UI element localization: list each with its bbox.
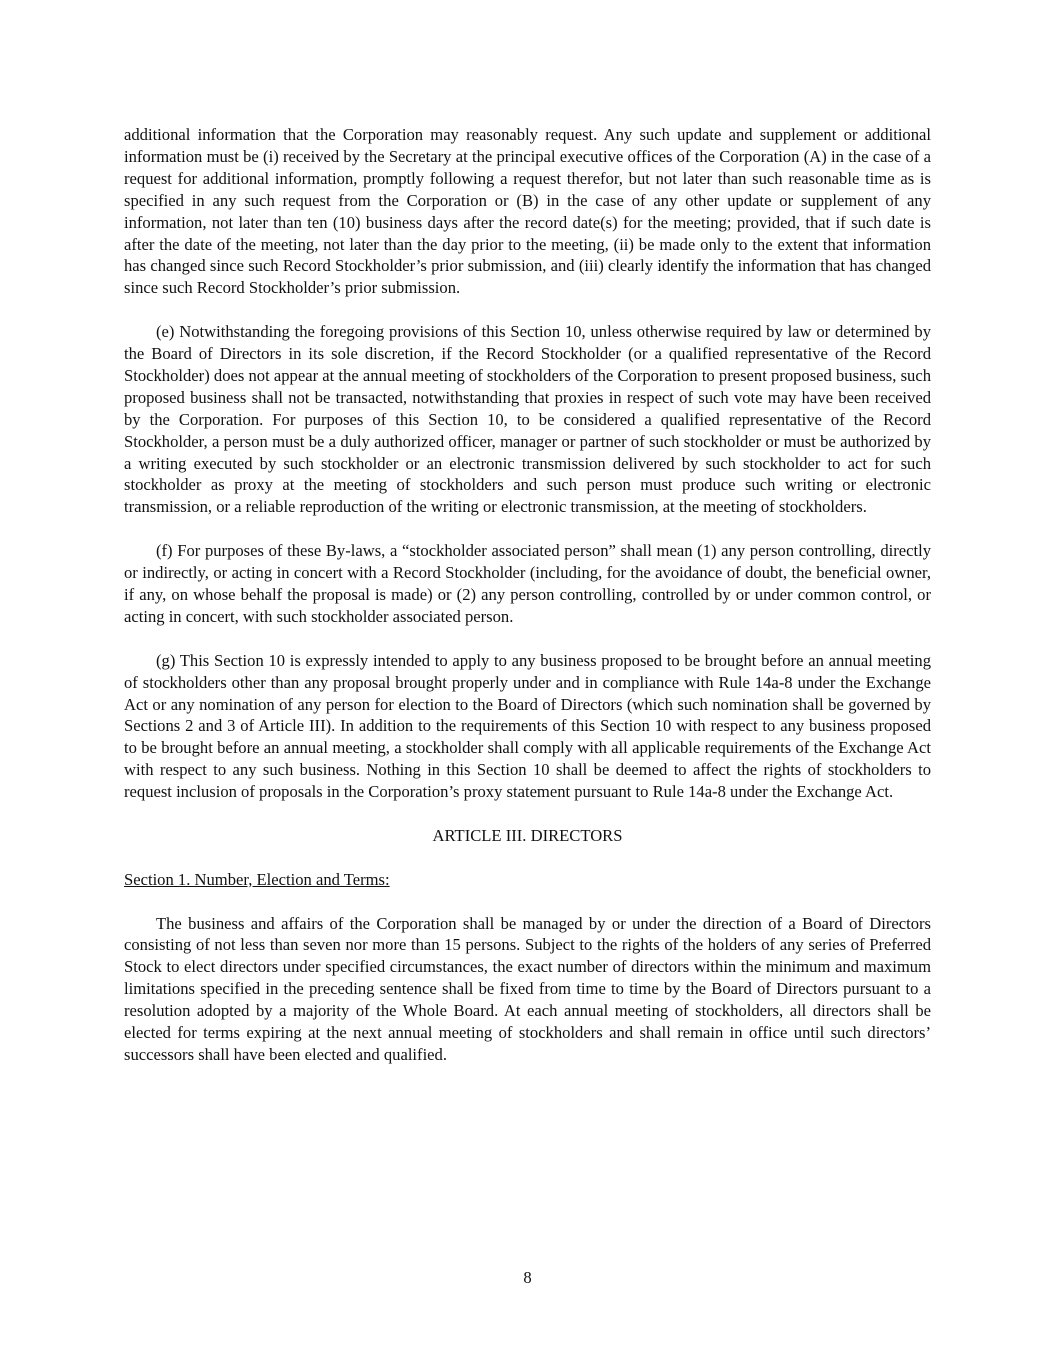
document-page	[124, 124, 931, 1066]
paragraph-section-1: The business and affairs of the Corporation shall be managed by or under the direction of a Board of Directors consisting of not less than seven nor more than 15 persons. Subject to the rights of the holders of any series of Preferred Stock to elect directors under specified circumstances, the exact number of directors within the minimum and maximum limitations specified in the preceding sentence shall be fixed from time to time by the Board of Directors pursuant to a resolution adopted by a majority of the Whole Board. At each annual meeting of stockholders, all directors shall be elected for terms expiring at the next annual meeting of stockholders and shall remain in office until such directors’ successors shall have been elected and qualified.	[124, 913, 931, 1064]
section-title: Section 1. Number, Election and Terms:	[124, 869, 390, 889]
article-heading: ARTICLE III. DIRECTORS	[432, 825, 623, 845]
paragraph-g: (g) This Section 10 is expressly intended to apply to any business proposed to be brought before an annual meeting of stockholders other than any proposal brought properly under and in compliance with Rule 14a-8 under the Exchange Act or any nomination of any person for election to the Board of Directors (which such nomination shall be governed by Sections 2 and 3 of Article III). In addition to the requirements of this Section 10 with respect to any business proposed to be brought before an annual meeting, a stockholder shall comply with all applicable requirements of the Exchange Act with respect to any such business. Nothing in this Section 10 shall be deemed to affect the rights of stockholders to request inclusion of proposals in the Corporation’s proxy statement pursuant to Rule 14a-8 under the Exchange Act.	[124, 650, 931, 802]
paragraph-e: (e) Notwithstanding the foregoing provisions of this Section 10, unless otherwise required by law or determined by the Board of Directors in its sole discretion, if the Record Stockholder (or a qualified representative of the Record Stockholder) does not appear at the annual meeting of stockholders of the Corporation to present proposed business, such proposed business shall not be transacted, notwithstanding that proxies in respect of such vote may have been received by the Corporation. For purposes of this Section 10, to be considered a qualified representative of the Record Stockholder, a person must be a duly authorized officer, manager or partner of such stockholder or must be authorized by a writing executed by such stockholder or an electronic transmission delivered by such stockholder to act for such stockholder as proxy at the meeting of stockholders and such person must produce such writing or electronic transmission, or a reliable reproduction of the writing or electronic transmission, at the meeting of stockholders.	[124, 322, 931, 517]
paragraph-f: (f) For purposes of these By-laws, a “stockholder associated person” shall mean (1) any person controlling, directly or indirectly, or acting in concert with a Record Stockholder (including, for the avoidance of doubt, the beneficial owner, if any, on whose behalf the proposal is made) or (2) any person controlling, controlled by or under common control, or acting in concert, with such stockholder associated person.	[124, 541, 931, 626]
paragraph-continuation: additional information that the Corporation may reasonably request. Any such update and supplement or additional information must be (i) received by the Secretary at the principal executive offices of the Corporation (A) in the case of a request for additional information, promptly following a request therefor, but not later than such reasonable time as is specified in any such request from the Corporation or (B) in the case of any other update or supplement of any information, not later than ten (10) business days after the record date(s) for the meeting; provided, that if such date is after the date of the meeting, not later than the day prior to the meeting, (ii) be made only to the extent that information has changed since such Record Stockholder’s prior submission, and (iii) clearly identify the information that has changed since such Record Stockholder’s prior submission.	[124, 125, 931, 298]
page-number: 8	[523, 1268, 532, 1287]
